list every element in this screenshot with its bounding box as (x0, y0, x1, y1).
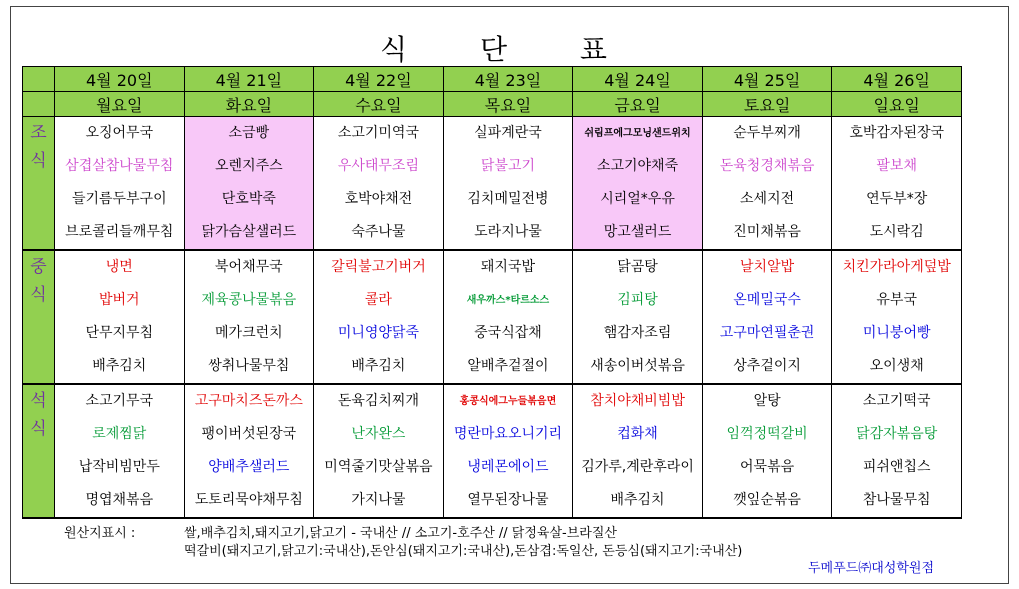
date-header: 4월 25일 (702, 67, 832, 92)
menu-cell (314, 250, 444, 384)
menu-cell (573, 117, 703, 251)
menu-item: 홍콩식에그누들볶음면 (459, 396, 557, 407)
menu-cell (55, 117, 185, 251)
menu-item: 팽이버섯된장국 (201, 426, 297, 442)
meal-label-bottom: 식 (30, 419, 47, 439)
menu-item: 제육콩나물볶음 (201, 292, 297, 308)
menu-item: 순두부찌개 (733, 125, 801, 141)
menu-item: 브로콜리들깨무침 (65, 224, 174, 240)
corner-cell (23, 67, 55, 92)
meal-label-top: 중 (30, 257, 47, 277)
menu-item: 가지나물 (351, 492, 406, 508)
menu-item: 미역줄기맛살볶음 (324, 459, 433, 475)
menu-item: 김치메밀전병 (467, 191, 549, 207)
menu-item: 온메밀국수 (733, 292, 801, 308)
menu-item: 알배추겉절이 (467, 358, 549, 374)
meal-label (23, 250, 55, 384)
menu-item: 우사태무조림 (337, 158, 419, 174)
menu-item: 알탕 (753, 393, 781, 409)
menu-cell (832, 117, 962, 251)
menu-cell (55, 384, 185, 518)
menu-item: 김피탕 (617, 292, 658, 308)
menu-item: 북어채무국 (215, 259, 283, 275)
menu-item: 호박감자된장국 (849, 125, 945, 141)
menu-item: 들기름두부구이 (71, 191, 167, 207)
menu-item: 명란마요오니기리 (453, 426, 563, 442)
menu-item: 날치알밥 (740, 259, 795, 275)
menu-item: 새송이버섯볶음 (590, 358, 685, 374)
menu-cell (443, 250, 573, 384)
menu-item: 소금빵 (228, 125, 270, 141)
menu-item: 김가루,계란후라이 (581, 459, 694, 475)
menu-item: 단무지무침 (85, 325, 154, 341)
menu-item: 치킨가라아게덮밥 (842, 259, 951, 275)
menu-item: 쌍취나물무침 (208, 358, 290, 374)
menu-item: 로제찜닭 (92, 426, 147, 442)
menu-item: 고구마치즈돈까스 (194, 393, 303, 409)
menu-item: 참치야채비빔밥 (590, 393, 685, 409)
meal-row (23, 117, 962, 251)
date-row (23, 67, 962, 92)
menu-item: 배추김치 (92, 358, 147, 374)
menu-item: 소고기야채죽 (596, 158, 679, 174)
menu-item: 소고기무국 (85, 393, 154, 409)
menu-item: 미니붕어빵 (862, 325, 931, 341)
menu-item: 쉬림프에그모닝샌드위치 (584, 128, 691, 139)
menu-cell (55, 250, 185, 384)
meal-row (23, 250, 962, 384)
menu-item: 메가크런치 (215, 325, 283, 341)
origin-line-2: 떡갈비(돼지고기,닭고기:국내산),돈안심(돼지고기:국내산),돈삼겹:독일산, 돈등심(돼지고기:국내산) (184, 544, 743, 559)
menu-cell (702, 384, 832, 518)
menu-item: 냉면 (105, 259, 133, 275)
menu-item: 콜라 (364, 292, 392, 308)
origin-label: 원산지표시 : (64, 526, 136, 541)
weekday-header: 월요일 (55, 92, 185, 117)
menu-item: 열무된장나물 (467, 492, 549, 508)
menu-item: 임꺽정떡갈비 (726, 426, 808, 442)
menu-item: 상추겉이지 (733, 358, 801, 374)
meal-label-top: 석 (30, 391, 47, 411)
menu-cell (184, 384, 314, 518)
weekday-header: 화요일 (184, 92, 314, 117)
date-header: 4월 23일 (443, 67, 573, 92)
menu-item: 시리얼*우유 (600, 191, 675, 207)
menu-item: 새우까스*타르소스 (466, 295, 550, 306)
menu-item: 도라지나물 (474, 224, 542, 240)
menu-item: 도시락김 (869, 224, 924, 240)
menu-cell (832, 384, 962, 518)
menu-cell (184, 117, 314, 251)
menu-item: 소세지전 (740, 191, 795, 207)
menu-item: 유부국 (876, 292, 917, 308)
weekday-row (23, 92, 962, 117)
menu-item: 갈릭불고기버거 (331, 259, 426, 275)
date-header: 4월 24일 (573, 67, 703, 92)
store-name: 두메푸드㈜대성학원점 (808, 561, 935, 576)
corner-cell (23, 92, 55, 117)
menu-cell (314, 117, 444, 251)
weekday-header: 일요일 (832, 92, 962, 117)
menu-cell (573, 384, 703, 518)
menu-item: 돈육청경채볶음 (719, 158, 815, 174)
menu-item: 밥버거 (98, 292, 140, 308)
menu-item: 미니영양닭죽 (337, 325, 419, 341)
date-header: 4월 21일 (184, 67, 314, 92)
meal-row (23, 384, 962, 518)
menu-item: 배추김치 (351, 358, 406, 374)
menu-item: 실파계란국 (474, 125, 542, 141)
date-header: 4월 26일 (832, 67, 962, 92)
menu-item: 양배추샐러드 (208, 459, 290, 475)
menu-item: 진미채볶음 (733, 224, 801, 240)
menu-item: 중국식잡채 (474, 325, 542, 341)
menu-item: 돈육김치찌개 (337, 393, 419, 409)
menu-item: 어묵볶음 (740, 459, 795, 475)
menu-item: 피쉬앤칩스 (862, 459, 931, 475)
menu-item: 닭불고기 (480, 158, 536, 174)
menu-item: 난자완스 (351, 426, 406, 442)
meal-label-bottom: 식 (30, 285, 47, 305)
date-header: 4월 22일 (314, 67, 444, 92)
menu-item: 납작비빔만두 (78, 459, 160, 475)
weekday-header: 목요일 (443, 92, 573, 117)
meal-label-bottom: 식 (30, 151, 47, 171)
menu-cell (443, 384, 573, 518)
menu-item: 참나물무침 (862, 492, 931, 508)
menu-item: 돼지국밥 (480, 259, 536, 275)
menu-cell (573, 250, 703, 384)
menu-item: 고구마연필춘권 (719, 325, 815, 341)
origin-line-1: 쌀,배추김치,돼지고기,닭고기 - 국내산 // 소고기-호주산 // 닭정육살-브라질산 (184, 526, 617, 541)
weekday-header: 토요일 (702, 92, 832, 117)
menu-item: 햄감자조림 (603, 325, 672, 341)
menu-item: 삼겹살참나물무침 (65, 158, 174, 174)
menu-item: 연두부*장 (866, 191, 928, 207)
meal-label (23, 117, 55, 251)
date-header: 4월 20일 (55, 67, 185, 92)
menu-item: 오이생채 (869, 358, 924, 374)
menu-item: 닭곰탕 (617, 259, 658, 275)
menu-item: 망고샐러드 (603, 224, 672, 240)
menu-cell (702, 117, 832, 251)
menu-item: 도토리묵야채무침 (194, 492, 303, 508)
menu-cell (184, 250, 314, 384)
weekday-header: 금요일 (573, 92, 703, 117)
menu-item: 닭가슴살샐러드 (201, 224, 297, 240)
menu-cell (832, 250, 962, 384)
menu-cell (314, 384, 444, 518)
menu-item: 소고기미역국 (337, 125, 419, 141)
menu-item: 오렌지주스 (215, 158, 283, 174)
menu-item: 호박야채전 (344, 191, 413, 207)
page-title: 식 단 표 (380, 33, 639, 66)
menu-item: 닭감자볶음탕 (856, 426, 938, 442)
weekly-menu-table (22, 66, 962, 519)
menu-item: 명엽채볶음 (85, 492, 154, 508)
menu-item: 단호박죽 (221, 191, 276, 207)
menu-item: 컵화채 (617, 426, 658, 442)
menu-item: 소고기떡국 (862, 393, 931, 409)
meal-label-top: 조 (30, 123, 47, 143)
weekday-header: 수요일 (314, 92, 444, 117)
menu-item: 숙주나물 (351, 224, 406, 240)
menu-cell (443, 117, 573, 251)
menu-item: 냉레몬에이드 (467, 459, 549, 475)
menu-item: 깻잎순볶음 (733, 492, 801, 508)
menu-item: 오징어무국 (85, 125, 154, 141)
menu-cell (702, 250, 832, 384)
menu-item: 배추김치 (610, 492, 665, 508)
menu-item: 팔보채 (876, 158, 917, 174)
meal-label (23, 384, 55, 518)
